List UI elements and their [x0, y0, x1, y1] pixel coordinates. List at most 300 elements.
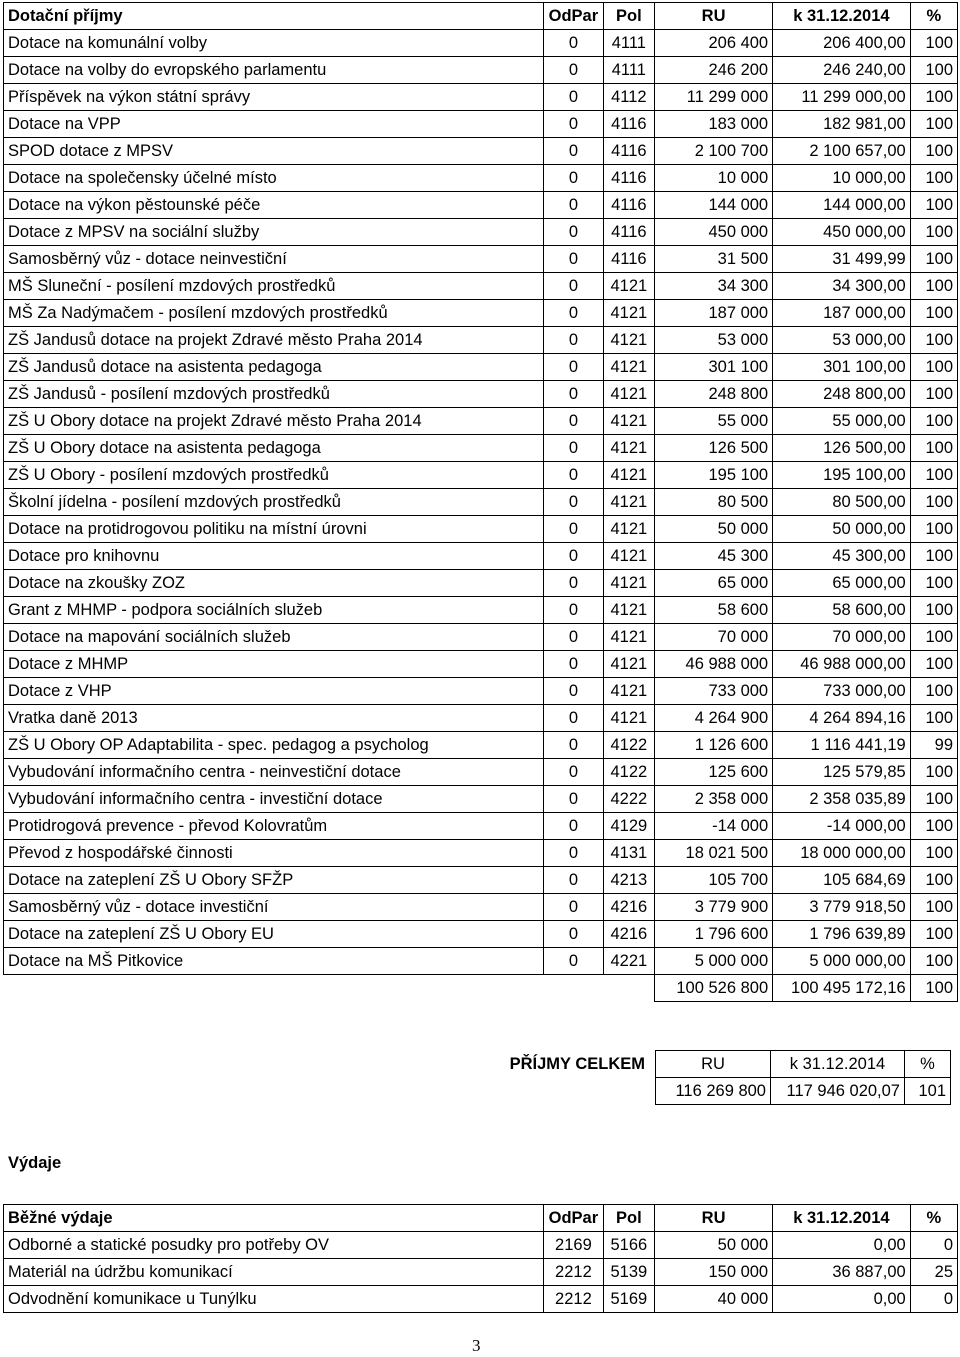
income-row-ru: 105 700	[655, 867, 773, 894]
income-row-pct: 100	[910, 462, 957, 489]
income-row-pct: 100	[910, 273, 957, 300]
income-row-pct: 100	[910, 651, 957, 678]
income-row	[4, 516, 958, 543]
income-row-pct: 100	[910, 948, 957, 975]
income-row-odpar: 0	[544, 300, 604, 327]
income-row-pct: 100	[910, 786, 957, 813]
income-row-odpar: 0	[544, 111, 604, 138]
expense-row-k: 36 887,00	[773, 1259, 911, 1286]
income-row-k: 18 000 000,00	[773, 840, 911, 867]
income-row-ru: 206 400	[655, 30, 773, 57]
income-row-name: ZŠ Jandusů - posílení mzdových prostředků	[4, 381, 544, 408]
summary-label: PŘÍJMY CELKEM	[509, 1055, 645, 1073]
expense-row-ru: 50 000	[655, 1232, 773, 1259]
income-row-k: 206 400,00	[773, 30, 911, 57]
income-row-pol: 4122	[603, 732, 654, 759]
expenses-table	[3, 1204, 958, 1313]
summary-header-k: k 31.12.2014	[771, 1051, 905, 1078]
income-row	[4, 786, 958, 813]
income-row-k: 65 000,00	[773, 570, 911, 597]
income-row-name: Dotace na volby do evropského parlamentu	[4, 57, 544, 84]
income-row-pct: 100	[910, 300, 957, 327]
income-row-k: 105 684,69	[773, 867, 911, 894]
income-total-row	[4, 975, 958, 1002]
income-row-ru: 195 100	[655, 462, 773, 489]
income-row-k: 45 300,00	[773, 543, 911, 570]
income-row-pct: 100	[910, 759, 957, 786]
income-row-odpar: 0	[544, 138, 604, 165]
expense-row-k: 0,00	[773, 1232, 911, 1259]
income-row-pct: 100	[910, 624, 957, 651]
income-table	[3, 2, 958, 1002]
expense-row-ru: 40 000	[655, 1286, 773, 1313]
income-row-pct: 100	[910, 84, 957, 111]
income-row-pol: 4116	[603, 192, 654, 219]
income-row-pol: 4121	[603, 408, 654, 435]
income-row	[4, 354, 958, 381]
expense-row-name: Materiál na údržbu komunikací	[4, 1259, 544, 1286]
summary-blank	[493, 1078, 656, 1105]
income-row-k: 3 779 918,50	[773, 894, 911, 921]
expenses-header-name: Běžné výdaje	[4, 1205, 544, 1232]
income-row-name: Dotace na společensky účelné místo	[4, 165, 544, 192]
income-row-ru: 733 000	[655, 678, 773, 705]
income-row-pct: 100	[910, 894, 957, 921]
income-row-ru: 50 000	[655, 516, 773, 543]
income-row-k: -14 000,00	[773, 813, 911, 840]
income-row	[4, 921, 958, 948]
income-row-pct: 100	[910, 111, 957, 138]
income-row-pol: 4121	[603, 327, 654, 354]
income-row-k: 4 264 894,16	[773, 705, 911, 732]
income-row	[4, 705, 958, 732]
income-row	[4, 489, 958, 516]
income-total-blank	[544, 975, 604, 1002]
expense-row-pol: 5139	[603, 1259, 654, 1286]
expense-row-pol: 5169	[603, 1286, 654, 1313]
expense-row-name: Odvodnění komunikace u Tunýlku	[4, 1286, 544, 1313]
income-row-odpar: 0	[544, 192, 604, 219]
income-row-ru: 1 126 600	[655, 732, 773, 759]
income-row-pol: 4121	[603, 381, 654, 408]
income-row	[4, 462, 958, 489]
income-row-pol: 4213	[603, 867, 654, 894]
income-row-pol: 4216	[603, 894, 654, 921]
income-total-ru: 100 526 800	[655, 975, 773, 1002]
income-row-odpar: 0	[544, 462, 604, 489]
income-row-ru: 301 100	[655, 354, 773, 381]
income-row-odpar: 0	[544, 948, 604, 975]
income-row-k: 2 358 035,89	[773, 786, 911, 813]
expenses-header-k: k 31.12.2014	[773, 1205, 911, 1232]
income-row-pol: 4121	[603, 570, 654, 597]
income-row-name: ZŠ U Obory dotace na projekt Zdravé město Praha 2014	[4, 408, 544, 435]
income-row-odpar: 0	[544, 57, 604, 84]
income-row-pol: 4121	[603, 435, 654, 462]
expense-row	[4, 1259, 958, 1286]
income-row-odpar: 0	[544, 489, 604, 516]
income-row-pol: 4122	[603, 759, 654, 786]
income-row-name: Dotace na VPP	[4, 111, 544, 138]
income-row	[4, 219, 958, 246]
income-row-odpar: 0	[544, 921, 604, 948]
income-row-ru: 144 000	[655, 192, 773, 219]
income-row	[4, 597, 958, 624]
income-row-k: 1 796 639,89	[773, 921, 911, 948]
income-row-name: ZŠ U Obory dotace na asistenta pedagoga	[4, 435, 544, 462]
income-row-odpar: 0	[544, 327, 604, 354]
income-row-ru: 126 500	[655, 435, 773, 462]
income-row-name: Dotace na MŠ Pitkovice	[4, 948, 544, 975]
income-row-pct: 100	[910, 138, 957, 165]
income-row-pol: 4116	[603, 138, 654, 165]
income-row-name: Vratka daně 2013	[4, 705, 544, 732]
income-row-pol: 4111	[603, 30, 654, 57]
expenses-header-odpar: OdPar	[544, 1205, 604, 1232]
expense-row-pol: 5166	[603, 1232, 654, 1259]
summary-k: 117 946 020,07	[771, 1078, 905, 1105]
income-row-ru: 183 000	[655, 111, 773, 138]
income-row-odpar: 0	[544, 84, 604, 111]
income-row-odpar: 0	[544, 678, 604, 705]
income-row	[4, 894, 958, 921]
income-row-ru: 2 358 000	[655, 786, 773, 813]
income-row	[4, 948, 958, 975]
expense-row-k: 0,00	[773, 1286, 911, 1313]
income-row-pol: 4129	[603, 813, 654, 840]
page-number: 3	[472, 1336, 481, 1355]
expense-row-odpar: 2212	[544, 1259, 604, 1286]
income-row-name: ZŠ U Obory OP Adaptabilita - spec. pedagog a psycholog	[4, 732, 544, 759]
income-row-pct: 100	[910, 543, 957, 570]
income-row-odpar: 0	[544, 759, 604, 786]
income-row-pol: 4221	[603, 948, 654, 975]
income-row-ru: 46 988 000	[655, 651, 773, 678]
income-row-name: SPOD dotace z MPSV	[4, 138, 544, 165]
income-row-pol: 4121	[603, 354, 654, 381]
income-row-name: Dotace na zateplení ZŠ U Obory EU	[4, 921, 544, 948]
income-header-k: k 31.12.2014	[773, 3, 911, 30]
income-row-ru: 45 300	[655, 543, 773, 570]
income-row-pct: 100	[910, 165, 957, 192]
expense-row-pct: 0	[910, 1286, 957, 1313]
summary-ru: 116 269 800	[656, 1078, 771, 1105]
income-row-pol: 4121	[603, 624, 654, 651]
income-row-pol: 4121	[603, 300, 654, 327]
income-row-k: 5 000 000,00	[773, 948, 911, 975]
income-row-ru: 125 600	[655, 759, 773, 786]
expense-row-pct: 25	[910, 1259, 957, 1286]
income-row-k: 248 800,00	[773, 381, 911, 408]
income-row-odpar: 0	[544, 354, 604, 381]
income-row-pct: 100	[910, 867, 957, 894]
income-row-pol: 4216	[603, 921, 654, 948]
income-row-k: 70 000,00	[773, 624, 911, 651]
income-row-odpar: 0	[544, 273, 604, 300]
income-row-k: 11 299 000,00	[773, 84, 911, 111]
income-row-odpar: 0	[544, 840, 604, 867]
income-row	[4, 678, 958, 705]
income-row-k: 53 000,00	[773, 327, 911, 354]
income-row-pct: 100	[910, 219, 957, 246]
income-total-k: 100 495 172,16	[773, 975, 911, 1002]
income-row-odpar: 0	[544, 732, 604, 759]
income-row-odpar: 0	[544, 165, 604, 192]
income-row	[4, 408, 958, 435]
income-row-odpar: 0	[544, 381, 604, 408]
income-row-name: Dotace na komunální volby	[4, 30, 544, 57]
income-row	[4, 300, 958, 327]
income-row-pol: 4121	[603, 516, 654, 543]
income-row	[4, 138, 958, 165]
income-row-pct: 100	[910, 597, 957, 624]
income-row-name: Převod z hospodářské činnosti	[4, 840, 544, 867]
summary-pct: 101	[905, 1078, 951, 1105]
income-total-blank	[603, 975, 654, 1002]
income-row-ru: 70 000	[655, 624, 773, 651]
income-row-k: 1 116 441,19	[773, 732, 911, 759]
income-header-ru: RU	[655, 3, 773, 30]
income-row-k: 187 000,00	[773, 300, 911, 327]
income-row-k: 46 988 000,00	[773, 651, 911, 678]
income-row	[4, 867, 958, 894]
income-row-pol: 4131	[603, 840, 654, 867]
income-header-odpar: OdPar	[544, 3, 604, 30]
income-row-name: Dotace na výkon pěstounské péče	[4, 192, 544, 219]
income-row-k: 58 600,00	[773, 597, 911, 624]
income-row-name: Dotace na mapování sociálních služeb	[4, 624, 544, 651]
income-row	[4, 273, 958, 300]
income-row-k: 125 579,85	[773, 759, 911, 786]
income-row	[4, 651, 958, 678]
income-row-k: 2 100 657,00	[773, 138, 911, 165]
income-row-ru: 4 264 900	[655, 705, 773, 732]
income-row-ru: 34 300	[655, 273, 773, 300]
income-row-k: 246 240,00	[773, 57, 911, 84]
income-summary-table	[493, 1050, 951, 1105]
income-row	[4, 381, 958, 408]
income-row-name: Dotace na protidrogovou politiku na místní úrovni	[4, 516, 544, 543]
income-row-ru: 18 021 500	[655, 840, 773, 867]
income-row-k: 733 000,00	[773, 678, 911, 705]
income-row-odpar: 0	[544, 30, 604, 57]
income-header-pct: %	[910, 3, 957, 30]
income-row-pol: 4116	[603, 165, 654, 192]
income-row-name: ZŠ Jandusů dotace na projekt Zdravé město Praha 2014	[4, 327, 544, 354]
income-row-odpar: 0	[544, 408, 604, 435]
income-row-pct: 99	[910, 732, 957, 759]
income-row-pct: 100	[910, 840, 957, 867]
income-row	[4, 813, 958, 840]
income-total-blank	[4, 975, 544, 1002]
income-row-odpar: 0	[544, 651, 604, 678]
income-row	[4, 30, 958, 57]
income-row-name: Protidrogová prevence - převod Kolovratům	[4, 813, 544, 840]
income-header-pol: Pol	[603, 3, 654, 30]
income-row-pct: 100	[910, 678, 957, 705]
income-row-pol: 4116	[603, 219, 654, 246]
income-row-ru: 80 500	[655, 489, 773, 516]
income-row-ru: 55 000	[655, 408, 773, 435]
expense-row	[4, 1286, 958, 1313]
income-row-pol: 4121	[603, 273, 654, 300]
income-row-k: 80 500,00	[773, 489, 911, 516]
income-row-name: Dotace na zateplení ZŠ U Obory SFŽP	[4, 867, 544, 894]
income-row-odpar: 0	[544, 894, 604, 921]
income-row-odpar: 0	[544, 219, 604, 246]
income-row-ru: 450 000	[655, 219, 773, 246]
income-row-pol: 4222	[603, 786, 654, 813]
income-row-k: 195 100,00	[773, 462, 911, 489]
income-row-pct: 100	[910, 57, 957, 84]
income-row-ru: 53 000	[655, 327, 773, 354]
income-row-ru: 2 100 700	[655, 138, 773, 165]
income-row-pct: 100	[910, 705, 957, 732]
income-row-pol: 4111	[603, 57, 654, 84]
expense-row-name: Odborné a statické posudky pro potřeby OV	[4, 1232, 544, 1259]
income-row	[4, 246, 958, 273]
income-row-ru: 248 800	[655, 381, 773, 408]
income-row-k: 450 000,00	[773, 219, 911, 246]
income-row-odpar: 0	[544, 543, 604, 570]
income-row-ru: 31 500	[655, 246, 773, 273]
income-row-k: 55 000,00	[773, 408, 911, 435]
income-row-name: MŠ Sluneční - posílení mzdových prostředků	[4, 273, 544, 300]
expenses-header-ru: RU	[655, 1205, 773, 1232]
income-row-ru: 11 299 000	[655, 84, 773, 111]
income-row-ru: 10 000	[655, 165, 773, 192]
income-row	[4, 111, 958, 138]
summary-header-pct: %	[905, 1051, 951, 1078]
income-row-k: 144 000,00	[773, 192, 911, 219]
income-row-odpar: 0	[544, 570, 604, 597]
income-row-k: 301 100,00	[773, 354, 911, 381]
income-row-pol: 4121	[603, 678, 654, 705]
expenses-header-pol: Pol	[603, 1205, 654, 1232]
income-row-name: Dotace z MHMP	[4, 651, 544, 678]
income-row-name: Příspěvek na výkon státní správy	[4, 84, 544, 111]
income-row-k: 182 981,00	[773, 111, 911, 138]
income-row	[4, 732, 958, 759]
income-row-name: ZŠ Jandusů dotace na asistenta pedagoga	[4, 354, 544, 381]
expense-row-pct: 0	[910, 1232, 957, 1259]
income-row	[4, 759, 958, 786]
income-row-name: Samosběrný vůz - dotace investiční	[4, 894, 544, 921]
income-row-pol: 4121	[603, 651, 654, 678]
summary-header-ru: RU	[656, 1051, 771, 1078]
expenses-header-pct: %	[910, 1205, 957, 1232]
income-row-ru: 1 796 600	[655, 921, 773, 948]
income-row	[4, 840, 958, 867]
income-row-name: Školní jídelna - posílení mzdových prostředků	[4, 489, 544, 516]
income-row-k: 50 000,00	[773, 516, 911, 543]
income-row-name: Dotace z VHP	[4, 678, 544, 705]
expense-row-odpar: 2169	[544, 1232, 604, 1259]
income-row-odpar: 0	[544, 867, 604, 894]
income-row-pct: 100	[910, 246, 957, 273]
income-row-odpar: 0	[544, 435, 604, 462]
income-row-pct: 100	[910, 327, 957, 354]
income-row	[4, 192, 958, 219]
income-row	[4, 570, 958, 597]
income-row-ru: 65 000	[655, 570, 773, 597]
income-row-pol: 4116	[603, 246, 654, 273]
income-row-pct: 100	[910, 570, 957, 597]
income-row-pct: 100	[910, 489, 957, 516]
expenses-header-row	[4, 1205, 958, 1232]
income-row-odpar: 0	[544, 516, 604, 543]
expense-row-ru: 150 000	[655, 1259, 773, 1286]
income-row-ru: -14 000	[655, 813, 773, 840]
income-row-pct: 100	[910, 813, 957, 840]
income-row-odpar: 0	[544, 624, 604, 651]
income-row-name: Vybudování informačního centra - neinvestiční dotace	[4, 759, 544, 786]
income-row	[4, 327, 958, 354]
income-row-k: 34 300,00	[773, 273, 911, 300]
summary-header-row	[493, 1051, 951, 1078]
income-row-pct: 100	[910, 354, 957, 381]
expense-row	[4, 1232, 958, 1259]
income-header-row	[4, 3, 958, 30]
income-row-pct: 100	[910, 435, 957, 462]
income-row	[4, 435, 958, 462]
expenses-title: Výdaje	[8, 1154, 62, 1172]
income-total-pct: 100	[910, 975, 957, 1002]
income-row-name: ZŠ U Obory - posílení mzdových prostředků	[4, 462, 544, 489]
income-row	[4, 165, 958, 192]
income-row-name: Grant z MHMP - podpora sociálních služeb	[4, 597, 544, 624]
income-row-name: Dotace z MPSV na sociální služby	[4, 219, 544, 246]
income-row-odpar: 0	[544, 597, 604, 624]
income-row-k: 10 000,00	[773, 165, 911, 192]
income-row-name: Vybudování informačního centra - investiční dotace	[4, 786, 544, 813]
income-row-ru: 246 200	[655, 57, 773, 84]
summary-values-row	[493, 1078, 951, 1105]
income-row-pol: 4121	[603, 705, 654, 732]
income-row-odpar: 0	[544, 705, 604, 732]
income-row-name: MŠ Za Nadýmačem - posílení mzdových prostředků	[4, 300, 544, 327]
income-row-ru: 5 000 000	[655, 948, 773, 975]
income-row-ru: 58 600	[655, 597, 773, 624]
income-row-pol: 4121	[603, 597, 654, 624]
income-row-ru: 187 000	[655, 300, 773, 327]
income-row-pol: 4121	[603, 462, 654, 489]
income-row-pct: 100	[910, 921, 957, 948]
income-row-odpar: 0	[544, 786, 604, 813]
income-row-pct: 100	[910, 408, 957, 435]
income-row-name: Dotace na zkoušky ZOZ	[4, 570, 544, 597]
income-row-pct: 100	[910, 516, 957, 543]
income-row-pct: 100	[910, 381, 957, 408]
expense-row-odpar: 2212	[544, 1286, 604, 1313]
income-row-odpar: 0	[544, 246, 604, 273]
income-row-k: 31 499,99	[773, 246, 911, 273]
income-row	[4, 84, 958, 111]
income-row	[4, 624, 958, 651]
income-row-k: 126 500,00	[773, 435, 911, 462]
income-row-ru: 3 779 900	[655, 894, 773, 921]
income-row-pol: 4121	[603, 543, 654, 570]
income-row	[4, 543, 958, 570]
income-row-pol: 4121	[603, 489, 654, 516]
income-row-pol: 4112	[603, 84, 654, 111]
income-row-pct: 100	[910, 30, 957, 57]
income-row-odpar: 0	[544, 813, 604, 840]
income-header-name: Dotační příjmy	[4, 3, 544, 30]
income-row	[4, 57, 958, 84]
income-row-pct: 100	[910, 192, 957, 219]
income-row-name: Samosběrný vůz - dotace neinvestiční	[4, 246, 544, 273]
